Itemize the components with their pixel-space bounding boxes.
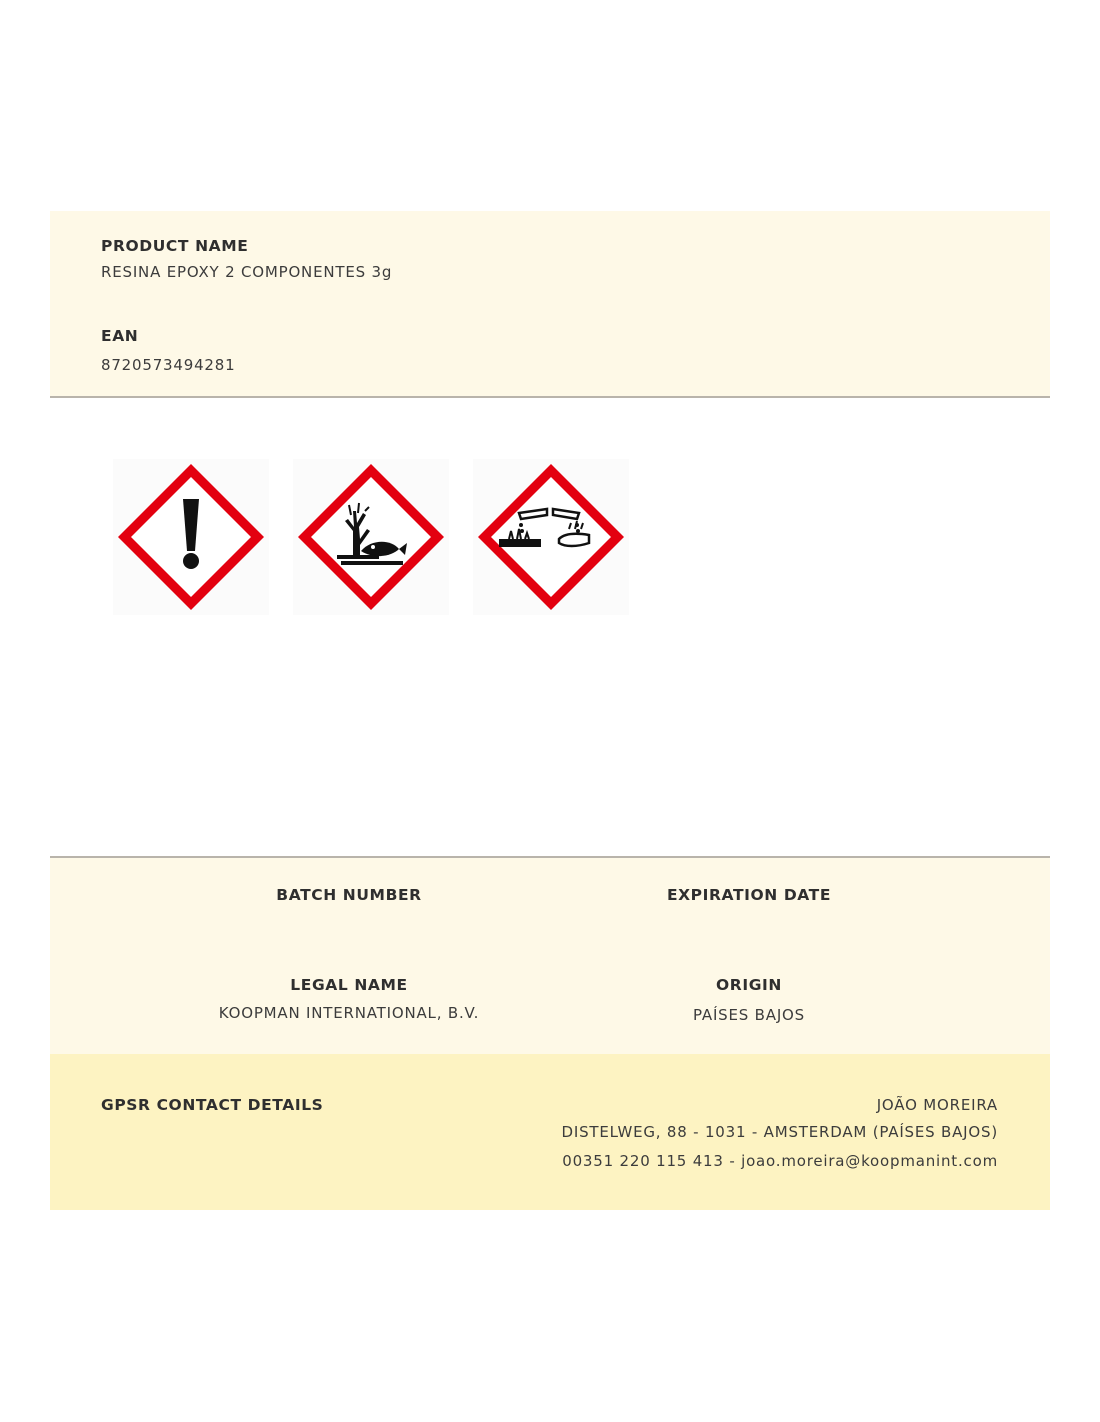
origin-label: ORIGIN xyxy=(716,976,782,994)
gpsr-contact-label: GPSR CONTACT DETAILS xyxy=(101,1096,324,1114)
exclamation-mark-icon xyxy=(113,459,269,615)
product-info-panel xyxy=(50,211,1050,398)
contact-name: JOÃO MOREIRA xyxy=(876,1096,998,1114)
product-name-value: RESINA EPOXY 2 COMPONENTES 3g xyxy=(101,263,393,281)
batch-details-panel xyxy=(50,856,1050,1056)
legal-name-label: LEGAL NAME xyxy=(290,976,408,994)
contact-address: DISTELWEG, 88 - 1031 - AMSTERDAM (PAÍSES BAJOS) xyxy=(561,1123,998,1141)
ean-value: 8720573494281 xyxy=(101,356,236,374)
product-name-label: PRODUCT NAME xyxy=(101,237,249,255)
legal-name-value: KOOPMAN INTERNATIONAL, B.V. xyxy=(218,1004,480,1022)
contact-phone-email: 00351 220 115 413 - joao.moreira@koopmanint.com xyxy=(562,1152,998,1170)
batch-number-label: BATCH NUMBER xyxy=(276,886,422,904)
hazard-pictograms xyxy=(113,459,633,615)
gpsr-contact-panel xyxy=(50,1054,1050,1210)
corrosion-icon xyxy=(473,459,629,615)
origin-value: PAÍSES BAJOS xyxy=(693,1006,805,1024)
ean-label: EAN xyxy=(101,327,139,345)
expiration-date-label: EXPIRATION DATE xyxy=(666,886,832,904)
environment-hazard-icon xyxy=(293,459,449,615)
